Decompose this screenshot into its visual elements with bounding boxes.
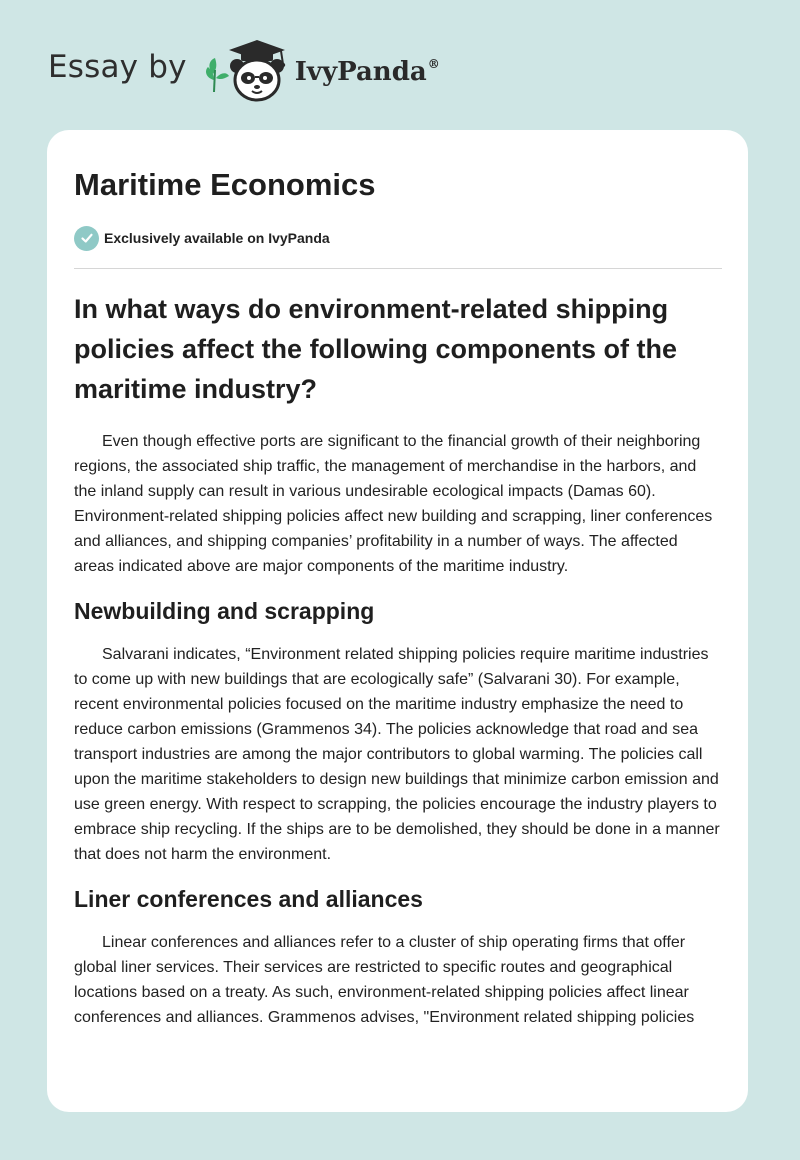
brand-name: IvyPanda® (294, 57, 440, 87)
panda-logo-icon (201, 34, 293, 106)
section-heading-liner-conferences: Liner conferences and alliances (74, 886, 423, 912)
brand-prefix: Essay by (48, 49, 187, 85)
leaf-icon (206, 58, 229, 92)
section-paragraph-liner-conferences: Linear conferences and alliances refer to a cluster of ship operating firms that offer global liner services. Their services are restricted to specific routes and geographical locations based on a treaty. As such, environment-related shipping policies affect linear conferences and alliances. Grammenos advises, "Environment related shipping policies (74, 934, 695, 1026)
page-title: Maritime Economics (74, 167, 376, 202)
exclusive-badge (74, 223, 722, 253)
section-heading-newbuilding: Newbuilding and scrapping (74, 598, 375, 624)
section-paragraph-newbuilding: Salvarani indicates, “Environment related shipping policies require maritime industries to come up with new buildings that are ecologically safe” (Salvarani 30). For example, recent environmental policies focused on the maritime industry emphasize the need to reduce carbon emissions (Grammenos 34). The policies acknowledge that road and sea transport industries are among the major contributors to global warming. The policies call upon the maritime stakeholders to design new buildings that minimize carbon emission and use green energy. With respect to scrapping, the policies encourage the industry players to embrace ship recycling. If the ships are to be demolished, they should be done in a manner that does not harm the environment. (74, 646, 720, 863)
divider (74, 268, 722, 269)
essay-card (47, 130, 748, 1112)
check-icon (74, 226, 99, 251)
brand-header[interactable] (48, 34, 440, 106)
intro-paragraph: Even though effective ports are significant to the financial growth of their neighboring regions, the associated ship traffic, the management of merchandise in the harbors, and the inland supply can result in various undesirable ecological impacts (Damas 60). Environment-related shipping policies affect new building and scrapping, liner conferences and alliances, and shipping companies’ profitability in a number of ways. The affected areas indicated above are major components of the maritime industry. (74, 433, 713, 575)
registered-mark: ® (427, 57, 440, 71)
exclusive-label: Exclusively available on IvyPanda (104, 230, 330, 246)
question-heading: In what ways do environment-related shipping policies affect the following components of the maritime industry? (74, 294, 678, 404)
